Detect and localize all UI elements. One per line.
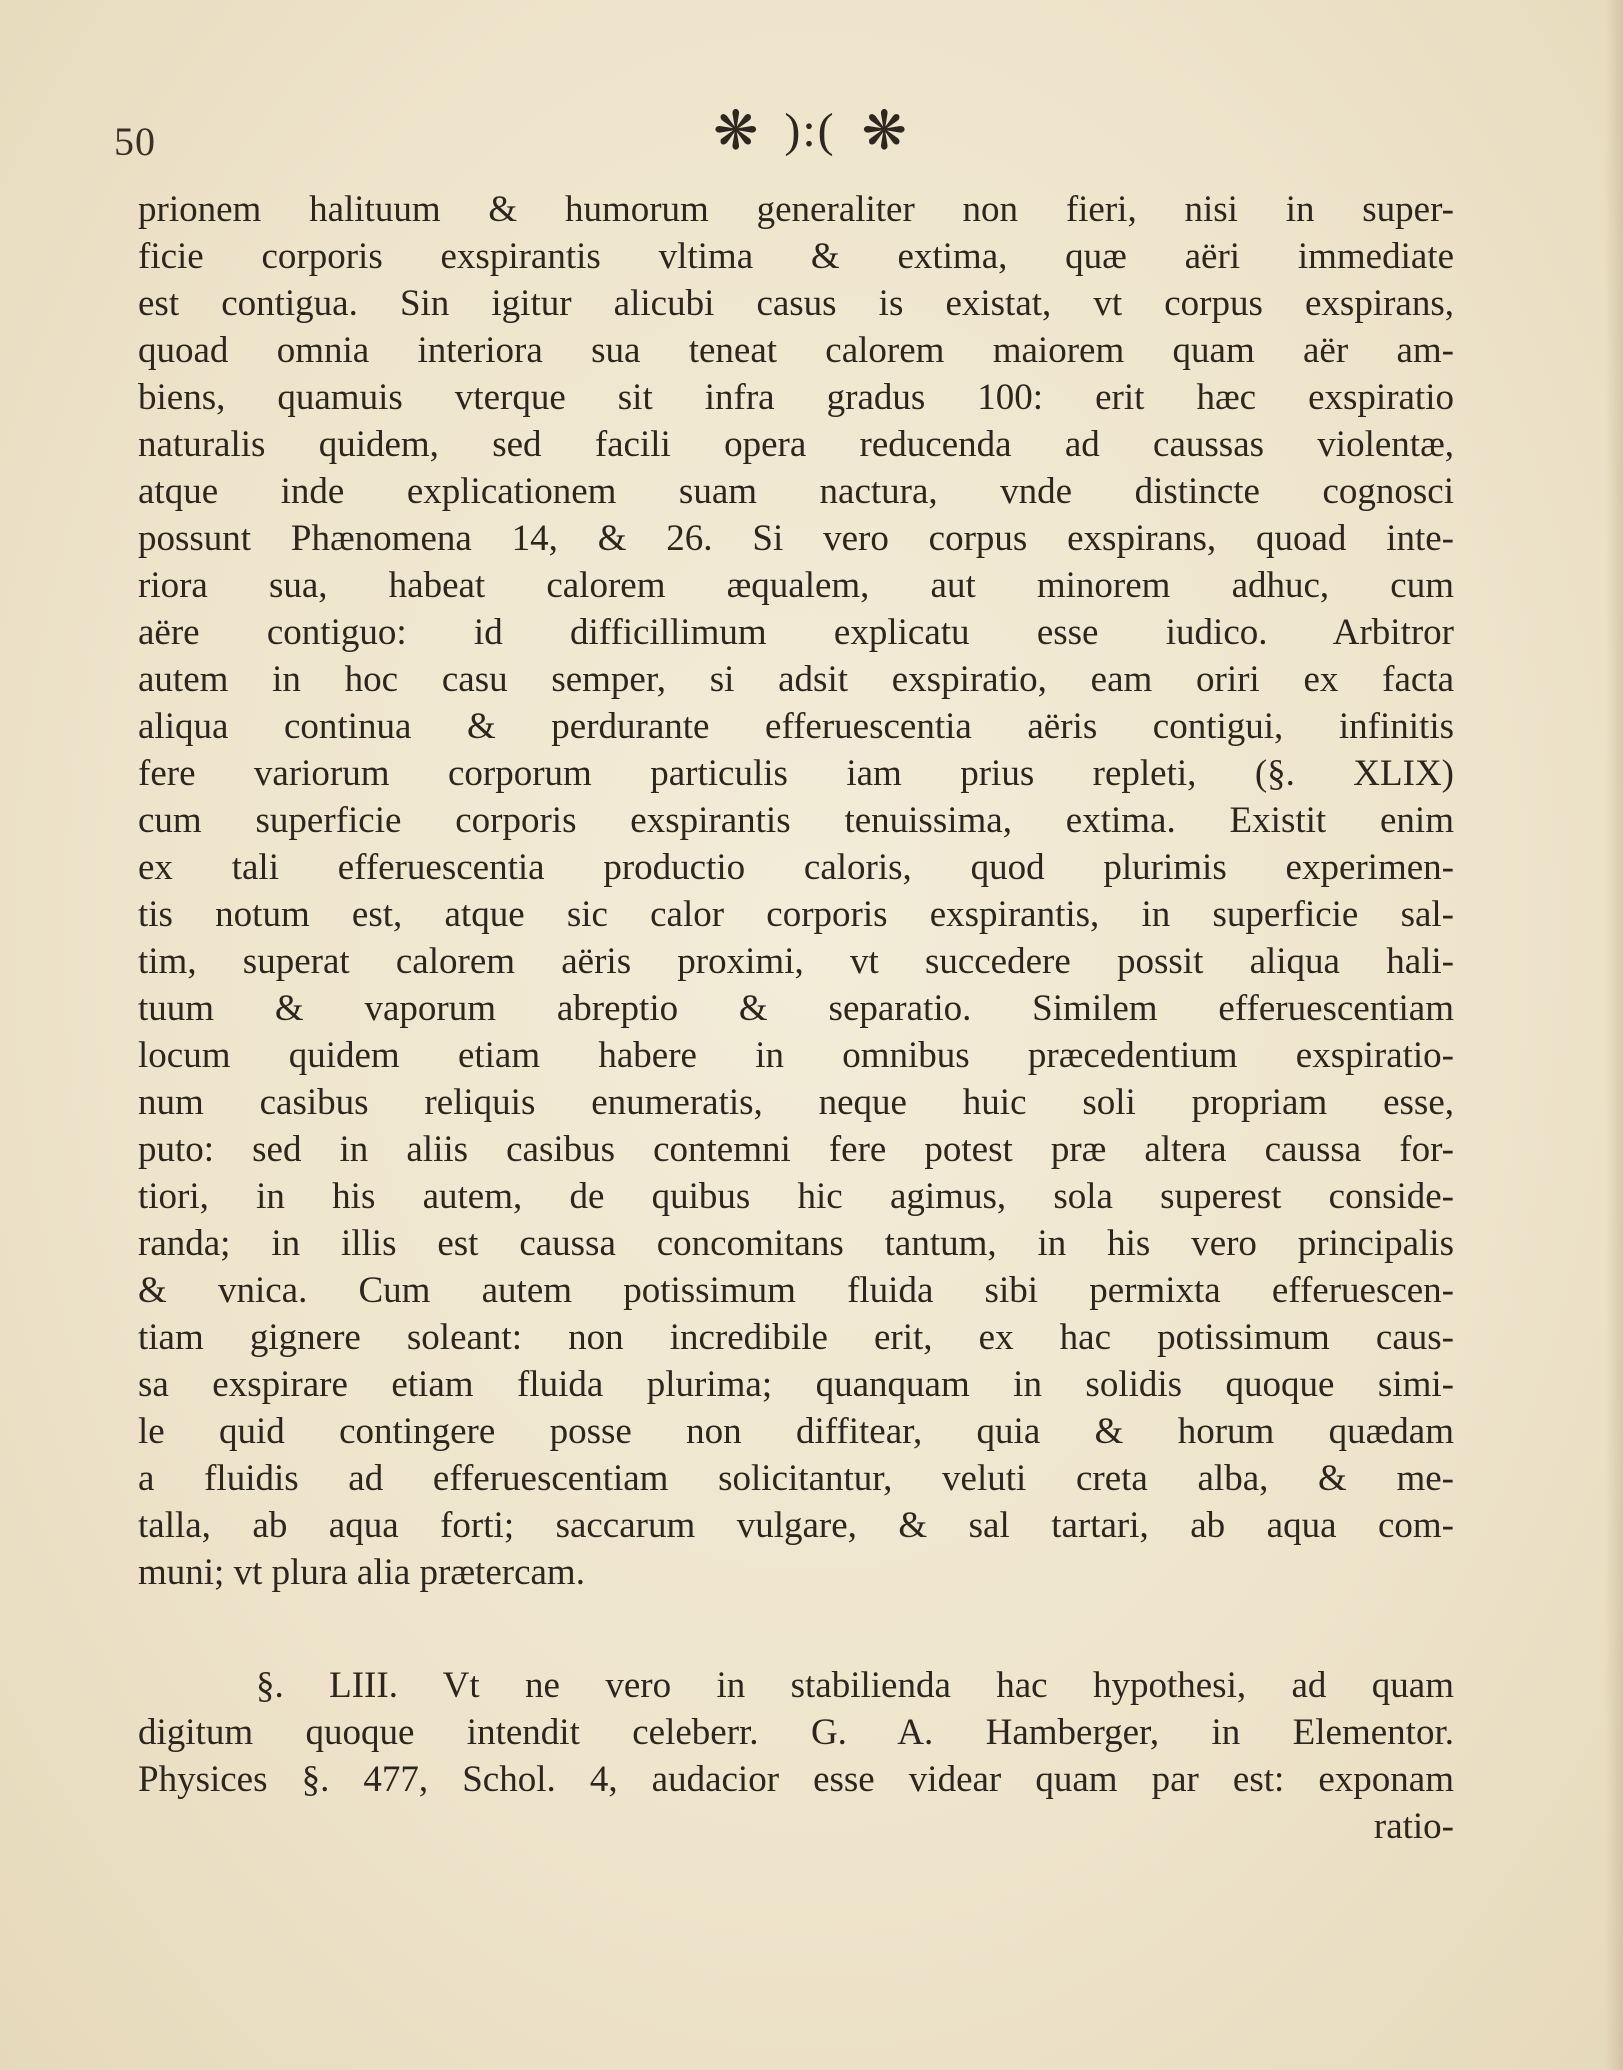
text-line: riora sua, habeat calorem æqualem, aut minorem adhuc, cum xyxy=(138,565,1454,606)
text-line: aëre contiguo: id difficillimum explicatu esse iudico. Arbitror xyxy=(138,612,1454,653)
text-line: tis notum est, atque sic calor corporis exspirantis, in superficie sal- xyxy=(138,894,1454,935)
text-line: ficie corporis exspirantis vltima & extima, quæ aëri immediate xyxy=(138,236,1454,277)
text-line: locum quidem etiam habere in omnibus præcedentium exspiratio- xyxy=(138,1035,1454,1076)
body-text xyxy=(138,186,1454,1850)
text-line: tiori, in his autem, de quibus hic agimus, sola superest conside- xyxy=(138,1176,1454,1217)
paragraph-1 xyxy=(138,186,1454,1596)
paragraph-2 xyxy=(138,1662,1454,1850)
page-number: 50 xyxy=(114,119,156,164)
text-line: biens, quamuis vterque sit infra gradus 100: erit hæc exspiratio xyxy=(138,377,1454,418)
text-line: aliqua continua & perdurante efferuescentia aëris contigui, infinitis xyxy=(138,706,1454,747)
text-line: naturalis quidem, sed facili opera reducenda ad caussas violentæ, xyxy=(138,424,1454,465)
text-line: prionem halituum & humorum generaliter non fieri, nisi in super- xyxy=(138,189,1454,230)
ornament-mark: ):( xyxy=(784,104,836,157)
fleuron-left-icon: ❋ xyxy=(713,101,759,161)
paragraph-gap xyxy=(138,1596,1454,1662)
text-line: randa; in illis est caussa concomitans tantum, in his vero principalis xyxy=(138,1223,1454,1264)
text-line: & vnica. Cum autem potissimum fluida sibi permixta efferuescen- xyxy=(138,1270,1454,1311)
page-edge-shadow xyxy=(1605,0,1623,2070)
text-line: puto: sed in aliis casibus contemni fere potest præ altera caussa for- xyxy=(138,1129,1454,1170)
text-line: est contigua. Sin igitur alicubi casus is existat, vt corpus exspirans, xyxy=(138,283,1454,324)
catchword: ratio- xyxy=(1373,1806,1454,1847)
text-line: autem in hoc casu semper, si adsit exspiratio, eam oriri ex facta xyxy=(138,659,1454,700)
text-line: tiam gignere soleant: non incredibile erit, ex hac potissimum caus- xyxy=(138,1317,1454,1358)
text-line: quoad omnia interiora sua teneat calorem maiorem quam aër am- xyxy=(138,330,1454,371)
text-line: num casibus reliquis enumeratis, neque huic soli propriam esse, xyxy=(138,1082,1454,1123)
text-line: tim, superat calorem aëris proximi, vt succedere possit aliqua hali- xyxy=(138,941,1454,982)
text-line: talla, ab aqua forti; saccarum vulgare, & sal tartari, ab aqua com- xyxy=(138,1505,1454,1546)
text-line: possunt Phænomena 14, & 26. Si vero corpus exspirans, quoad inte- xyxy=(138,518,1454,559)
text-line: digitum quoque intendit celeberr. G. A. Hamberger, in Elementor. xyxy=(138,1712,1454,1753)
text-line: muni; vt plura alia prætercam. xyxy=(138,1552,585,1593)
text-line: tuum & vaporum abreptio & separatio. Similem efferuescentiam xyxy=(138,988,1454,1029)
text-line: le quid contingere posse non diffitear, quia & horum quædam xyxy=(138,1411,1454,1452)
text-line: a fluidis ad efferuescentiam solicitantur, veluti creta alba, & me- xyxy=(138,1458,1454,1499)
text-line: atque inde explicationem suam nactura, vnde distincte cognosci xyxy=(138,471,1454,512)
header-ornament xyxy=(660,96,960,166)
text-line: Physices §. 477, Schol. 4, audacior esse videar quam par est: exponam xyxy=(138,1759,1454,1800)
text-line: sa exspirare etiam fluida plurima; quanquam in solidis quoque simi- xyxy=(138,1364,1454,1405)
text-line: fere variorum corporum particulis iam prius repleti, (§. XLIX) xyxy=(138,753,1454,794)
text-line: cum superficie corporis exspirantis tenuissima, extima. Existit enim xyxy=(138,800,1454,841)
fleuron-right-icon: ❋ xyxy=(861,101,907,161)
text-line: ex tali efferuescentia productio caloris, quod plurimis experimen- xyxy=(138,847,1454,888)
section-heading-line: §. LIII. Vt ne vero in stabilienda hac hypothesi, ad quam xyxy=(256,1665,1454,1706)
